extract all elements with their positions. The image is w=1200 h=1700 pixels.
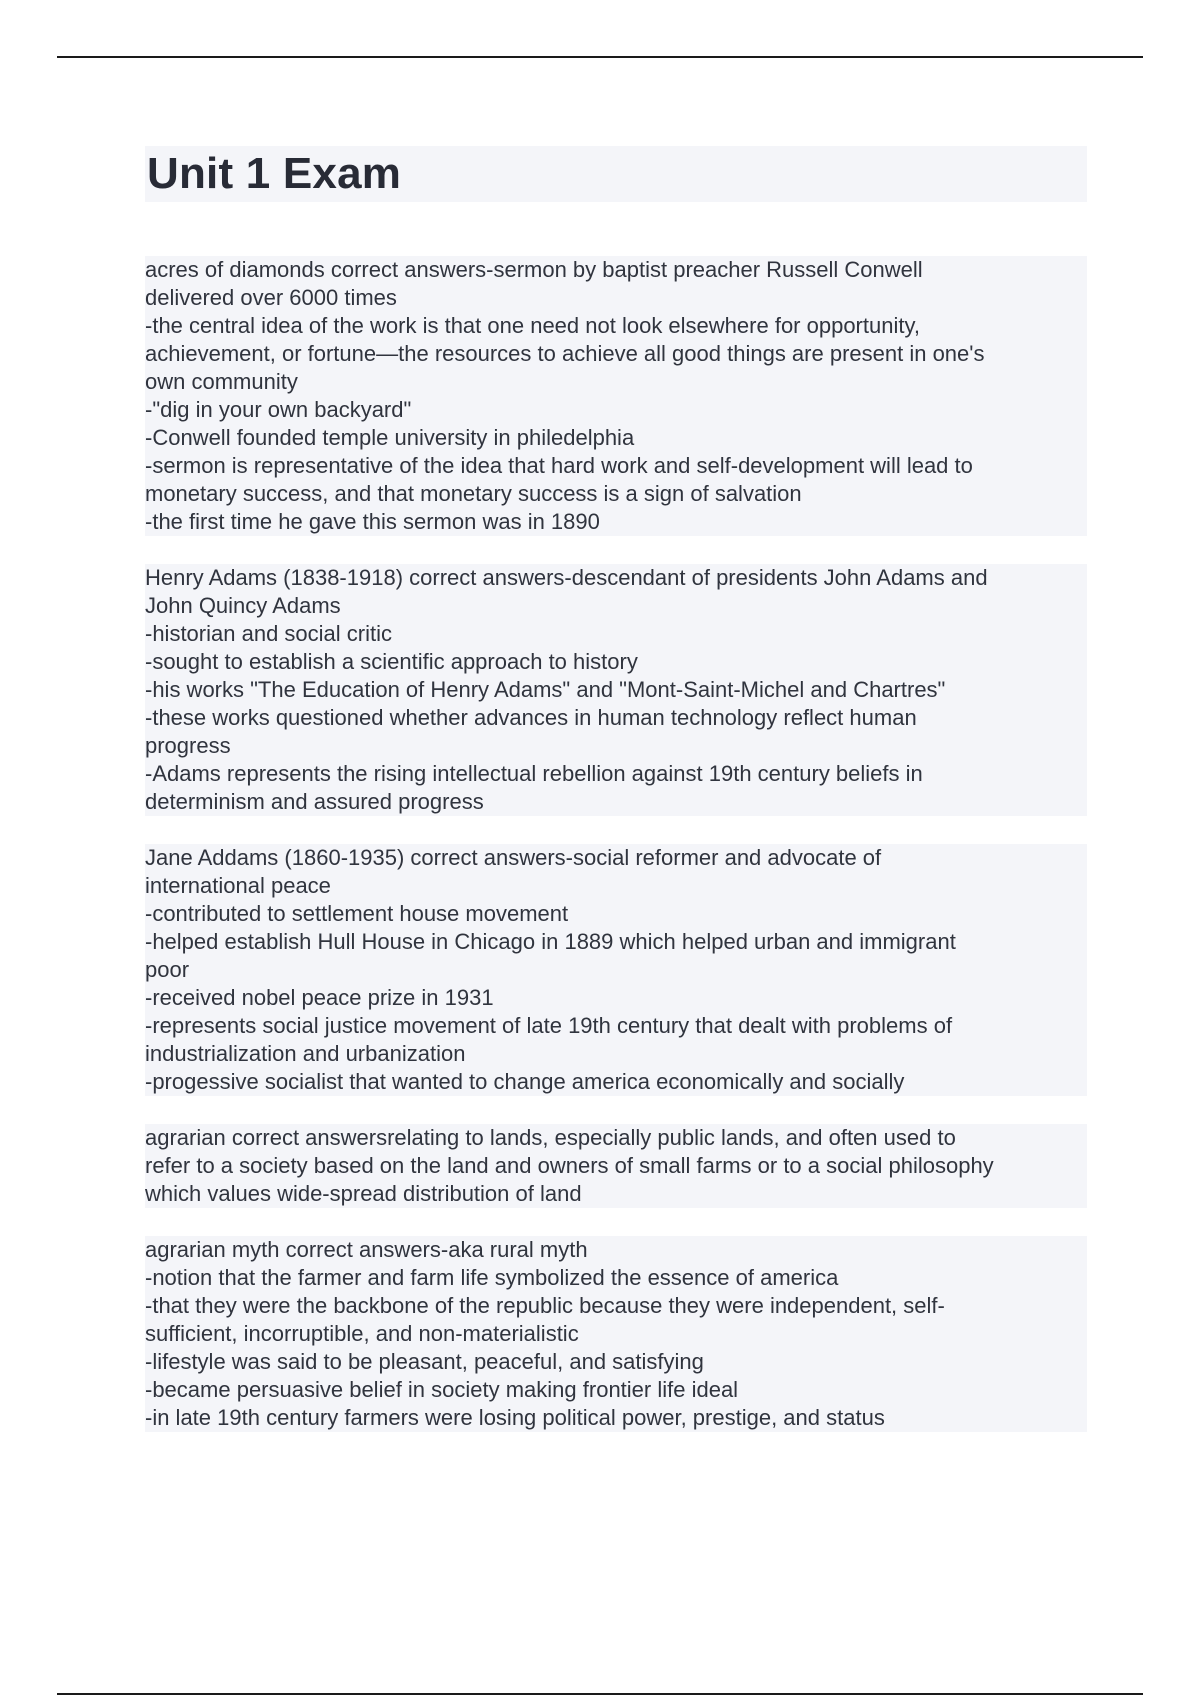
entry-line: -that they were the backbone of the republic because they were independent, self- bbox=[145, 1292, 1087, 1320]
entry-line: John Quincy Adams bbox=[145, 592, 1087, 620]
entry-line: -in late 19th century farmers were losing political power, prestige, and status bbox=[145, 1404, 1087, 1432]
entry-line: agrarian myth correct answers-aka rural myth bbox=[145, 1236, 1087, 1264]
entry-line: -sought to establish a scientific approach to history bbox=[145, 648, 1087, 676]
entry-block bbox=[145, 844, 1087, 1096]
entry-line: Henry Adams (1838-1918) correct answers-descendant of presidents John Adams and bbox=[145, 564, 1087, 592]
entry-block bbox=[145, 1124, 1087, 1208]
entry-line: monetary success, and that monetary success is a sign of salvation bbox=[145, 480, 1087, 508]
entry-line: sufficient, incorruptible, and non-materialistic bbox=[145, 1320, 1087, 1348]
entry-line: delivered over 6000 times bbox=[145, 284, 1087, 312]
entry-line: determinism and assured progress bbox=[145, 788, 1087, 816]
entry-line: poor bbox=[145, 956, 1087, 984]
entries-list bbox=[145, 256, 1087, 1432]
entry-line: -the first time he gave this sermon was in 1890 bbox=[145, 508, 1087, 536]
top-rule bbox=[57, 56, 1143, 58]
entry-line: progress bbox=[145, 732, 1087, 760]
entry-line: agrarian correct answersrelating to lands, especially public lands, and often used to bbox=[145, 1124, 1087, 1152]
entry-block bbox=[145, 1236, 1087, 1432]
entry-line: -the central idea of the work is that one need not look elsewhere for opportunity, bbox=[145, 312, 1087, 340]
entry-line: achievement, or fortune—the resources to achieve all good things are present in one's bbox=[145, 340, 1087, 368]
entry-line: -historian and social critic bbox=[145, 620, 1087, 648]
entry-line: -sermon is representative of the idea that hard work and self-development will lead to bbox=[145, 452, 1087, 480]
entry-line: -represents social justice movement of late 19th century that dealt with problems of bbox=[145, 1012, 1087, 1040]
bottom-rule bbox=[57, 1693, 1143, 1695]
entry-line: Jane Addams (1860-1935) correct answers-social reformer and advocate of bbox=[145, 844, 1087, 872]
entry-line: which values wide-spread distribution of land bbox=[145, 1180, 1087, 1208]
page-title: Unit 1 Exam bbox=[147, 149, 402, 198]
entry-block bbox=[145, 564, 1087, 816]
entry-line: refer to a society based on the land and owners of small farms or to a social philosophy bbox=[145, 1152, 1087, 1180]
entry-line: -received nobel peace prize in 1931 bbox=[145, 984, 1087, 1012]
entry-line: acres of diamonds correct answers-sermon by baptist preacher Russell Conwell bbox=[145, 256, 1087, 284]
page-content bbox=[145, 146, 1087, 1460]
entry-line: industrialization and urbanization bbox=[145, 1040, 1087, 1068]
entry-line: -helped establish Hull House in Chicago in 1889 which helped urban and immigrant bbox=[145, 928, 1087, 956]
title-band bbox=[145, 146, 1087, 202]
entry-line: -Adams represents the rising intellectual rebellion against 19th century beliefs in bbox=[145, 760, 1087, 788]
entry-line: -his works "The Education of Henry Adams" and "Mont-Saint-Michel and Chartres" bbox=[145, 676, 1087, 704]
entry-line: -became persuasive belief in society making frontier life ideal bbox=[145, 1376, 1087, 1404]
entry-block bbox=[145, 256, 1087, 536]
entry-line: -Conwell founded temple university in philedelphia bbox=[145, 424, 1087, 452]
entry-line: own community bbox=[145, 368, 1087, 396]
entry-line: -these works questioned whether advances in human technology reflect human bbox=[145, 704, 1087, 732]
entry-line: -lifestyle was said to be pleasant, peaceful, and satisfying bbox=[145, 1348, 1087, 1376]
entry-line: -notion that the farmer and farm life symbolized the essence of america bbox=[145, 1264, 1087, 1292]
entry-line: -contributed to settlement house movement bbox=[145, 900, 1087, 928]
entry-line: -"dig in your own backyard" bbox=[145, 396, 1087, 424]
entry-line: -progessive socialist that wanted to change america economically and socially bbox=[145, 1068, 1087, 1096]
entry-line: international peace bbox=[145, 872, 1087, 900]
